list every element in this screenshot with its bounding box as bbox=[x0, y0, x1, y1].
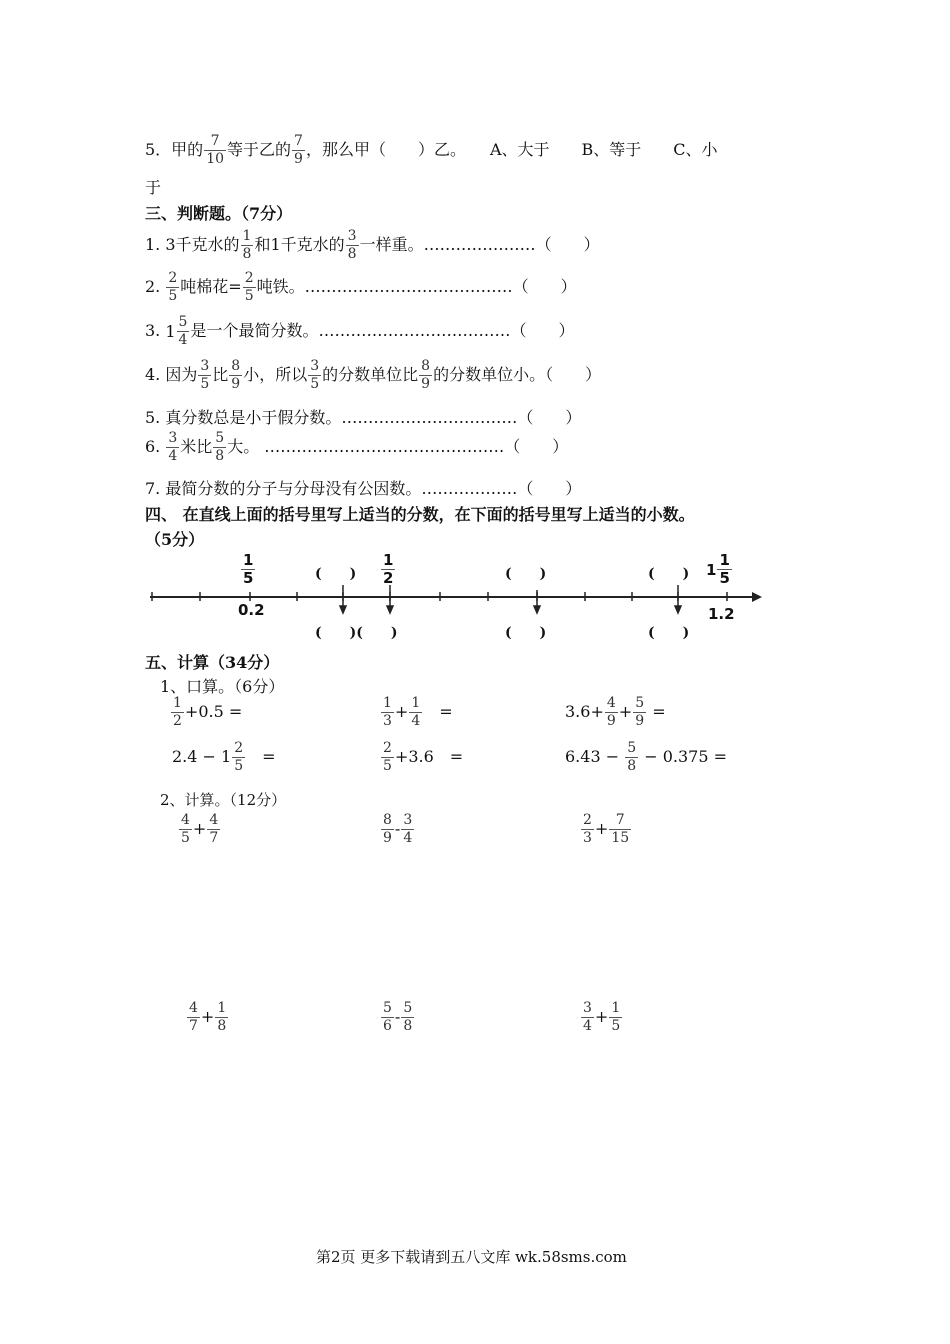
q5-options: ，那么甲（ ）乙。 A、大于 B、等于 C、小 bbox=[305, 140, 718, 159]
section-4-score: （5分） bbox=[145, 530, 205, 549]
blank-bottom-1: ( )( ) bbox=[315, 625, 398, 641]
section-5-title: 五、计算（34分） bbox=[145, 653, 280, 672]
calc-1: $\frac{4}{5}$ + $\frac{4}{7}$ bbox=[181, 812, 219, 846]
judge-item-2: 2. $\frac{2}{5}$ 吨棉花= $\frac{2}{5}$ 吨铁。…………………………………（ ） bbox=[145, 270, 577, 304]
fraction: $\frac{2}{5}$ bbox=[244, 270, 254, 304]
section-4-title: 四、 在直线上面的括号里写上适当的分数，在下面的括号里写上适当的小数。 bbox=[145, 505, 695, 524]
oral-2: $\frac{1}{3}$ + $\frac{1}{4}$ = bbox=[383, 695, 453, 729]
judge-item-3: 3. 1 $\frac{5}{4}$ 是一个最简分数。………………………………（ ） bbox=[145, 314, 575, 348]
judge-item-7: 7. 最简分数的分子与分母没有公因数。………………（ ） bbox=[145, 479, 582, 498]
page-footer: 第2页 更多下载请到五八文库 wk.58sms.com bbox=[316, 1248, 627, 1266]
fraction: $\frac{8}{9}$ bbox=[421, 358, 431, 392]
blank-bottom-3: ( ) bbox=[648, 625, 690, 641]
oral-4: 2.4 − 1 $\frac{2}{5}$ = bbox=[172, 740, 276, 774]
oral-6: 6.43 − $\frac{5}{8}$ − 0.375 = bbox=[565, 740, 727, 774]
section-5-sub2: 2、计算。（12分） bbox=[160, 791, 287, 809]
calc-2: $\frac{8}{9}$ - $\frac{3}{4}$ bbox=[383, 812, 413, 846]
blank-top-2: ( ) bbox=[505, 566, 547, 582]
fraction: $\frac{7}{9}$ bbox=[294, 133, 303, 167]
judge-item-1: 1. 3千克水的 $\frac{1}{8}$ 和1千克水的 $\frac{3}{8}$ 一样重。…………………（ ） bbox=[145, 228, 600, 262]
oral-1: $\frac{1}{2}$ +0.5 = bbox=[173, 695, 243, 729]
fraction: $\frac{3}{4}$ bbox=[168, 430, 178, 464]
axis-arrow bbox=[752, 592, 762, 602]
fraction: $\frac{5}{4}$ bbox=[178, 314, 188, 348]
oral-5: $\frac{2}{5}$ +3.6 = bbox=[383, 740, 464, 774]
judge-item-4: 4. 因为 $\frac{3}{5}$ 比 $\frac{8}{9}$ 小，所以 $\frac{3}{5}$ 的分数单位比 $\frac{8}{9}$ 的分数单位小。（ ） bbox=[145, 358, 602, 392]
fraction: $\frac{1}{8}$ bbox=[242, 228, 252, 262]
fraction: $\frac{5}{8}$ bbox=[215, 430, 225, 464]
judge-item-6: 6. $\frac{3}{4}$ 米比 $\frac{5}{8}$ 大。 ………………………………………（ ） bbox=[145, 430, 569, 464]
number-line-fraction-1-2: $\frac{1}{2}$ bbox=[383, 551, 394, 587]
blank-top-1: ( ) bbox=[315, 566, 357, 582]
q5-wrap: 于 bbox=[145, 178, 162, 197]
section-5-sub1: 1、口算。（6分） bbox=[160, 677, 285, 696]
number-line-fraction-1-5: $\frac{1}{5}$ bbox=[243, 551, 254, 587]
calc-4: $\frac{4}{7}$ + $\frac{1}{8}$ bbox=[189, 1000, 227, 1034]
number-line-mixed-1-1-5: 1 $\frac{1}{5}$ bbox=[706, 551, 730, 587]
label-1-2: 1.2 bbox=[708, 605, 735, 623]
fraction: $\frac{8}{9}$ bbox=[231, 358, 241, 392]
down-arrows bbox=[340, 585, 681, 613]
fraction: $\frac{3}{5}$ bbox=[310, 358, 320, 392]
q5-mid: 等于乙的 bbox=[227, 140, 292, 159]
blank-top-3: ( ) bbox=[648, 566, 690, 582]
oral-3: 3.6+ $\frac{4}{9}$ + $\frac{5}{9}$ = bbox=[565, 695, 666, 729]
blank-bottom-2: ( ) bbox=[505, 625, 547, 641]
fraction: $\frac{7}{10}$ bbox=[206, 133, 225, 167]
calc-3: $\frac{2}{3}$ + $\frac{7}{15}$ bbox=[583, 812, 630, 846]
fraction: $\frac{2}{5}$ bbox=[168, 270, 178, 304]
label-0-2: 0.2 bbox=[238, 601, 265, 619]
calc-6: $\frac{3}{4}$ + $\frac{1}{5}$ bbox=[583, 1000, 621, 1034]
q5-lead: 5．甲的 bbox=[145, 140, 204, 159]
fraction: $\frac{3}{5}$ bbox=[200, 358, 210, 392]
judge-item-5: 5. 真分数总是小于假分数。……………………………（ ） bbox=[145, 408, 582, 427]
section-3-title: 三、判断题。（7分） bbox=[145, 204, 293, 223]
fraction: $\frac{3}{8}$ bbox=[347, 228, 357, 262]
calc-5: $\frac{5}{6}$ - $\frac{5}{8}$ bbox=[383, 1000, 413, 1034]
